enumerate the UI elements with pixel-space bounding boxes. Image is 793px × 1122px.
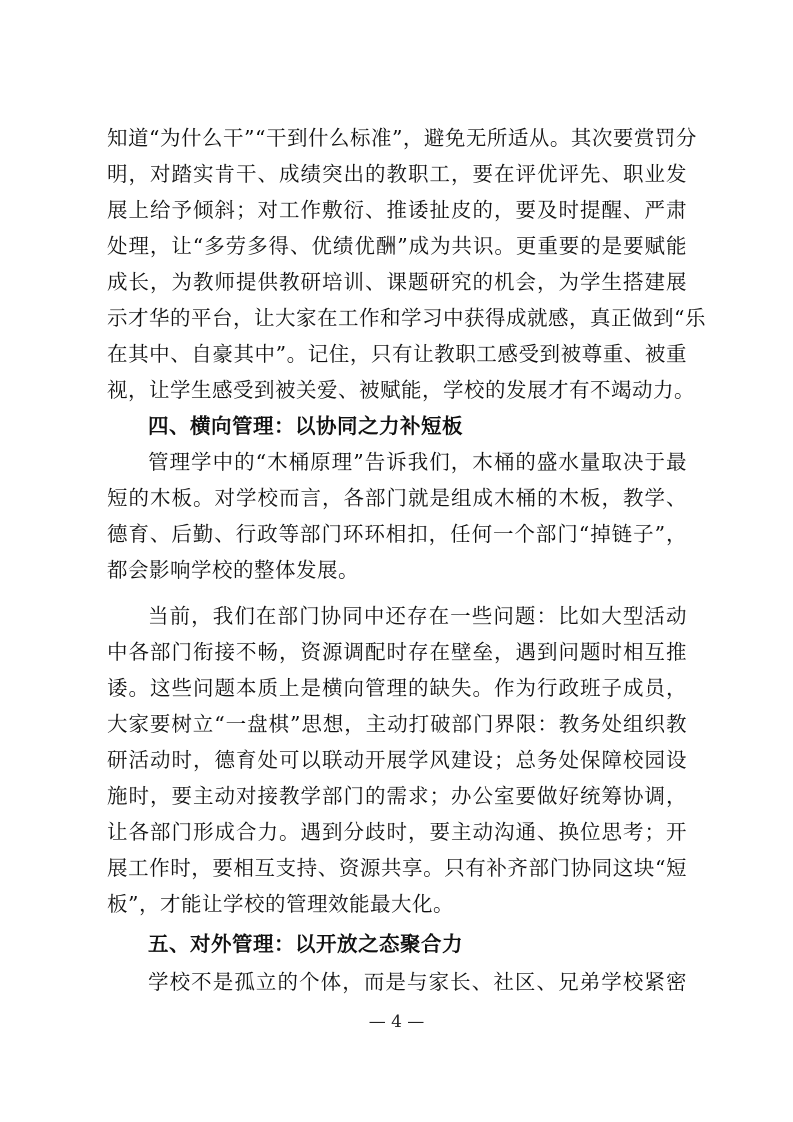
- section-heading-4: 四、横向管理：以协同之力补短板: [148, 414, 463, 438]
- body-line: 大家要树立“一盘棋”思想，主动打破部门界限：教务处组织教: [107, 712, 687, 736]
- body-line: 当前，我们在部门协同中还存在一些问题：比如大型活动: [148, 604, 687, 628]
- body-line: 成长，为教师提供教研培训、课题研究的机会，为学生搭建展: [107, 270, 687, 294]
- body-line: 在其中、自豪其中”。记住，只有让教职工感受到被尊重、被重: [107, 342, 687, 366]
- body-line: 德育、后勤、行政等部门环环相扣，任何一个部门“掉链子”，: [107, 522, 687, 546]
- body-line: 处理，让“多劳多得、优绩优酬”成为共识。更重要的是要赋能: [107, 234, 687, 258]
- body-line: 知道“为什么干”“干到什么标准”，避免无所适从。其次要赏罚分: [107, 126, 697, 150]
- body-line: 视，让学生感受到被关爱、被赋能，学校的发展才有不竭动力。: [107, 378, 695, 402]
- body-line: 示才华的平台，让大家在工作和学习中获得成就感，真正做到“乐: [107, 306, 706, 330]
- body-line: 学校不是孤立的个体，而是与家长、社区、兄弟学校紧密: [148, 970, 687, 994]
- body-line: 都会影响学校的整体发展。: [107, 558, 359, 582]
- section-heading-5: 五、对外管理：以开放之态聚合力: [148, 932, 463, 956]
- body-line: 施时，要主动对接教学部门的需求；办公室要做好统筹协调，: [107, 784, 687, 808]
- body-line: 板”，才能让学校的管理效能最大化。: [107, 892, 454, 916]
- body-line: 让各部门形成合力。遇到分歧时，要主动沟通、换位思考；开: [107, 820, 687, 844]
- body-line: 诿。这些问题本质上是横向管理的缺失。作为行政班子成员，: [107, 676, 687, 700]
- body-line: 研活动时，德育处可以联动开展学风建设；总务处保障校园设: [107, 748, 687, 772]
- body-line: 短的木板。对学校而言，各部门就是组成木桶的木板，教学、: [107, 486, 687, 510]
- body-line: 明，对踏实肯干、成绩突出的教职工，要在评优评先、职业发: [107, 162, 687, 186]
- body-line: 管理学中的“木桶原理”告诉我们，木桶的盛水量取决于最: [148, 450, 687, 474]
- body-line: 展上给予倾斜；对工作敷衍、推诿扯皮的，要及时提醒、严肃: [107, 198, 687, 222]
- page-number: — 4 —: [368, 1012, 425, 1032]
- body-line: 展工作时，要相互支持、资源共享。只有补齐部门协同这块“短: [107, 856, 687, 880]
- body-line: 中各部门衔接不畅，资源调配时存在壁垒，遇到问题时相互推: [107, 640, 687, 664]
